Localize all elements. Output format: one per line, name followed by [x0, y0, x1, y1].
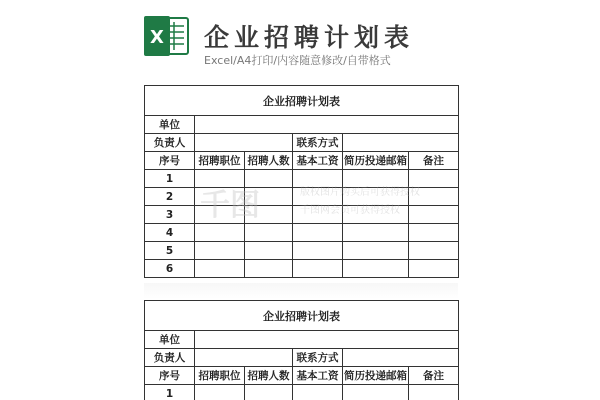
- contact-value-cell[interactable]: [343, 349, 459, 367]
- table-cell[interactable]: [245, 206, 293, 224]
- header: [0, 0, 600, 80]
- table-row: [145, 206, 459, 224]
- table-cell[interactable]: [245, 242, 293, 260]
- table-cell[interactable]: [195, 224, 245, 242]
- column-header: 招聘人数: [245, 152, 293, 170]
- form-sheet-1: [144, 85, 458, 278]
- row-number: 1: [145, 170, 195, 188]
- table-cell[interactable]: [195, 385, 245, 400]
- row-number: 6: [145, 260, 195, 278]
- table-cell[interactable]: [409, 206, 459, 224]
- row-number: 2: [145, 188, 195, 206]
- table-cell[interactable]: [293, 242, 343, 260]
- contact-label: 联系方式: [293, 349, 343, 367]
- watermark-line: 版权图片购买后可获得授权: [300, 187, 420, 198]
- row-number: 5: [145, 242, 195, 260]
- manager-label: 负责人: [145, 349, 195, 367]
- table-cell[interactable]: [343, 385, 409, 400]
- watermark-logo: 千图: [200, 188, 260, 223]
- row-number: 1: [145, 385, 195, 400]
- page-subtitle: Excel/A4打印/内容随意修改/自带格式: [204, 54, 391, 67]
- manager-label: 负责人: [145, 134, 195, 152]
- column-header: 简历投递邮箱: [343, 367, 409, 385]
- table-cell[interactable]: [409, 170, 459, 188]
- table-cell[interactable]: [293, 385, 343, 400]
- page-separator: [144, 283, 458, 299]
- column-header: 招聘人数: [245, 367, 293, 385]
- unit-value-cell[interactable]: [195, 331, 459, 349]
- table-cell[interactable]: [195, 206, 245, 224]
- table-cell[interactable]: [245, 188, 293, 206]
- table-cell[interactable]: [343, 242, 409, 260]
- table-cell[interactable]: [195, 188, 245, 206]
- table-cell[interactable]: [195, 260, 245, 278]
- column-header: 备注: [409, 152, 459, 170]
- form-sheet-2: [144, 300, 458, 400]
- excel-logo-letter: X: [150, 27, 164, 48]
- table-cell[interactable]: [293, 188, 343, 206]
- table-row: [145, 242, 459, 260]
- table-row: [145, 224, 459, 242]
- table-cell[interactable]: [293, 224, 343, 242]
- table-cell[interactable]: [343, 206, 409, 224]
- unit-label: 单位: [145, 331, 195, 349]
- column-header: 基本工资: [293, 152, 343, 170]
- table-cell[interactable]: [245, 385, 293, 400]
- manager-value-cell[interactable]: [195, 134, 293, 152]
- table-cell[interactable]: [343, 188, 409, 206]
- row-number: 3: [145, 206, 195, 224]
- table-cell[interactable]: [343, 170, 409, 188]
- table-row: [145, 188, 459, 206]
- column-header: 序号: [145, 367, 195, 385]
- table-cell[interactable]: [245, 170, 293, 188]
- table-cell[interactable]: [245, 260, 293, 278]
- column-header: 招聘职位: [195, 152, 245, 170]
- manager-value-cell[interactable]: [195, 349, 293, 367]
- table-cell[interactable]: [293, 206, 343, 224]
- column-header-row: [145, 152, 459, 170]
- contact-label: 联系方式: [293, 134, 343, 152]
- form-title: 企业招聘计划表: [145, 86, 459, 116]
- table-row: [145, 260, 459, 278]
- recruitment-plan-table: [144, 300, 459, 400]
- table-cell[interactable]: [409, 260, 459, 278]
- table-cell[interactable]: [343, 224, 409, 242]
- table-cell[interactable]: [409, 242, 459, 260]
- table-cell[interactable]: [195, 170, 245, 188]
- table-row: [145, 170, 459, 188]
- table-cell[interactable]: [409, 188, 459, 206]
- table-cell[interactable]: [343, 260, 409, 278]
- table-cell[interactable]: [195, 242, 245, 260]
- watermark-line: 千图网会员可获得授权: [300, 205, 400, 216]
- column-header: 基本工资: [293, 367, 343, 385]
- table-cell[interactable]: [409, 385, 459, 400]
- unit-label: 单位: [145, 116, 195, 134]
- contact-value-cell[interactable]: [343, 134, 459, 152]
- unit-value-cell[interactable]: [195, 116, 459, 134]
- column-header: 招聘职位: [195, 367, 245, 385]
- table-cell[interactable]: [293, 170, 343, 188]
- column-header: 备注: [409, 367, 459, 385]
- page-title: 企业招聘计划表: [204, 23, 415, 52]
- form-title: 企业招聘计划表: [145, 301, 459, 331]
- column-header: 序号: [145, 152, 195, 170]
- row-number: 4: [145, 224, 195, 242]
- table-cell[interactable]: [293, 260, 343, 278]
- excel-icon: [142, 12, 190, 60]
- table-cell[interactable]: [245, 224, 293, 242]
- table-cell[interactable]: [409, 224, 459, 242]
- column-header-row: [145, 367, 459, 385]
- recruitment-plan-table: [144, 85, 459, 278]
- column-header: 简历投递邮箱: [343, 152, 409, 170]
- table-row: [145, 385, 459, 400]
